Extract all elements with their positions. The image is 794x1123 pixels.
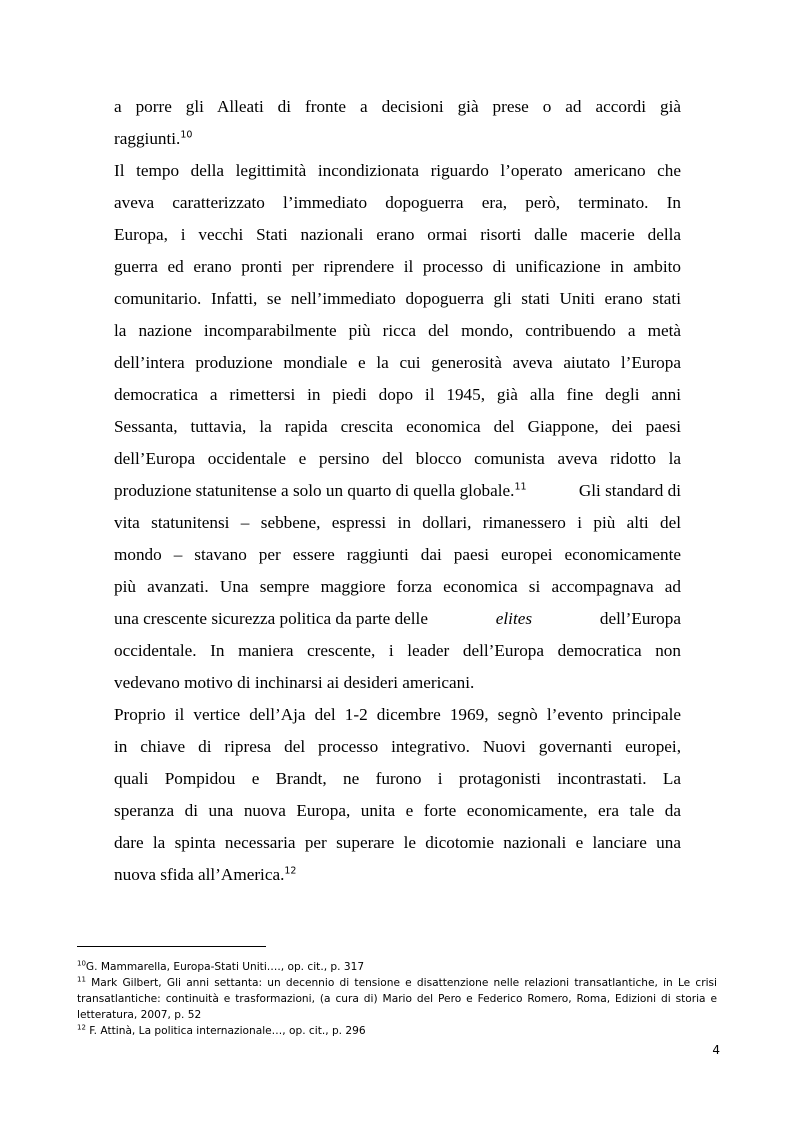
body-line: Proprio il vertice dell’Aja del 1-2 dicembre 1969, segnò l’evento principale bbox=[114, 705, 681, 724]
body-line: quali Pompidou e Brandt, ne furono i protagonisti incontrastati. La bbox=[114, 769, 681, 788]
body-text: produzione statunitense a solo un quarto di quella globale.$^{11}$ bbox=[114, 481, 527, 500]
body-line: la nazione incomparabilmente più ricca del mondo, contribuendo a metà bbox=[114, 321, 681, 340]
body-line: in chiave di ripresa del processo integrativo. Nuovi governanti europei, bbox=[114, 737, 681, 756]
footnote-text: F. Attinà, La politica internazionale…, op. cit., p. 296 bbox=[85, 1025, 366, 1037]
body-text: una crescente sicurezza politica da parte delle bbox=[114, 609, 428, 628]
footnote-11-line: letteratura, 2007, p. 52 bbox=[77, 1009, 202, 1021]
body-line: vita statunitensi – sebbene, espressi in dollari, rimanessero i più alti del bbox=[114, 513, 681, 532]
footnote-number: 10 bbox=[77, 959, 86, 968]
body-line: dell’intera produzione mondiale e la cui generosità aveva aiutato l’Europa bbox=[114, 353, 681, 372]
footnote-number: 11 bbox=[77, 975, 86, 984]
body-line: occidentale. In maniera crescente, i leader dell’Europa democratica non bbox=[114, 641, 681, 660]
body-text: dell’Europa bbox=[599, 609, 681, 628]
footnote-11-line: transatlantiche: continuità e trasformazioni, (a cura di) Mario del Pero e Federico Romero, Roma, Edizioni di storia e bbox=[77, 993, 717, 1005]
body-line: Europa, i vecchi Stati nazionali erano ormai risorti dalle macerie della bbox=[114, 225, 681, 244]
footnote-ref-12[interactable]: 12 bbox=[284, 865, 297, 877]
footnote-ref-11[interactable]: 11 bbox=[514, 481, 527, 493]
body-line: più avanzati. Una sempre maggiore forza economica si accompagnava ad bbox=[114, 577, 681, 596]
body-line: dare la spinta necessaria per superare le dicotomie nazionali e lanciare una bbox=[114, 833, 681, 852]
body-line: speranza di una nuova Europa, unita e forte economicamente, era tale da bbox=[114, 801, 681, 820]
footnote-ref-10[interactable]: 10 bbox=[180, 129, 193, 141]
body-line: Il tempo della legittimità incondizionata riguardo l’operato americano che bbox=[114, 161, 681, 180]
body-line: comunitario. Infatti, se nell’immediato dopoguerra gli stati Uniti erano stati bbox=[114, 289, 681, 308]
body-text: Gli standard di bbox=[578, 481, 681, 500]
footnote-number: 12 bbox=[77, 1023, 86, 1032]
body-line: a porre gli Alleati di fronte a decisioni già prese o ad accordi già bbox=[114, 97, 681, 116]
italic-term: elites bbox=[495, 609, 533, 628]
footnote-text: G. Mammarella, Europa-Stati Uniti…., op. cit., p. 317 bbox=[85, 961, 365, 973]
body-line bbox=[114, 480, 681, 502]
body-line: guerra ed erano pronti per riprendere il processo di unificazione in ambito bbox=[114, 257, 681, 276]
body-line bbox=[114, 864, 681, 886]
body-line: Sessanta, tuttavia, la rapida crescita economica del Giappone, dei paesi bbox=[114, 417, 681, 436]
body-line: mondo – stavano per essere raggiunti dai paesi europei economicamente bbox=[114, 545, 681, 564]
body-line: aveva caratterizzato l’immediato dopoguerra era, però, terminato. In bbox=[114, 193, 681, 212]
body-text: nuova sfida all’America. bbox=[114, 865, 285, 884]
body-line bbox=[114, 608, 681, 630]
body-line: vedevano motivo di inchinarsi ai desideri americani. bbox=[114, 673, 475, 692]
footnote-separator bbox=[77, 946, 266, 947]
body-line: dell’Europa occidentale e persino del blocco comunista aveva ridotto la bbox=[114, 449, 681, 468]
page-number: 4 bbox=[712, 1043, 720, 1057]
footnote-11 bbox=[77, 975, 717, 991]
footnote-10 bbox=[77, 959, 717, 975]
body-line: democratica a rimettersi in piedi dopo il 1945, già alla fine degli anni bbox=[114, 385, 681, 404]
footnote-text: Mark Gilbert, Gli anni settanta: un decennio di tensione e disattenzione nelle relazioni transatlantiche, in Le crisi bbox=[85, 977, 717, 989]
body-line bbox=[114, 128, 681, 150]
body-text: raggiunti. bbox=[114, 129, 181, 148]
footnote-12 bbox=[77, 1023, 717, 1039]
